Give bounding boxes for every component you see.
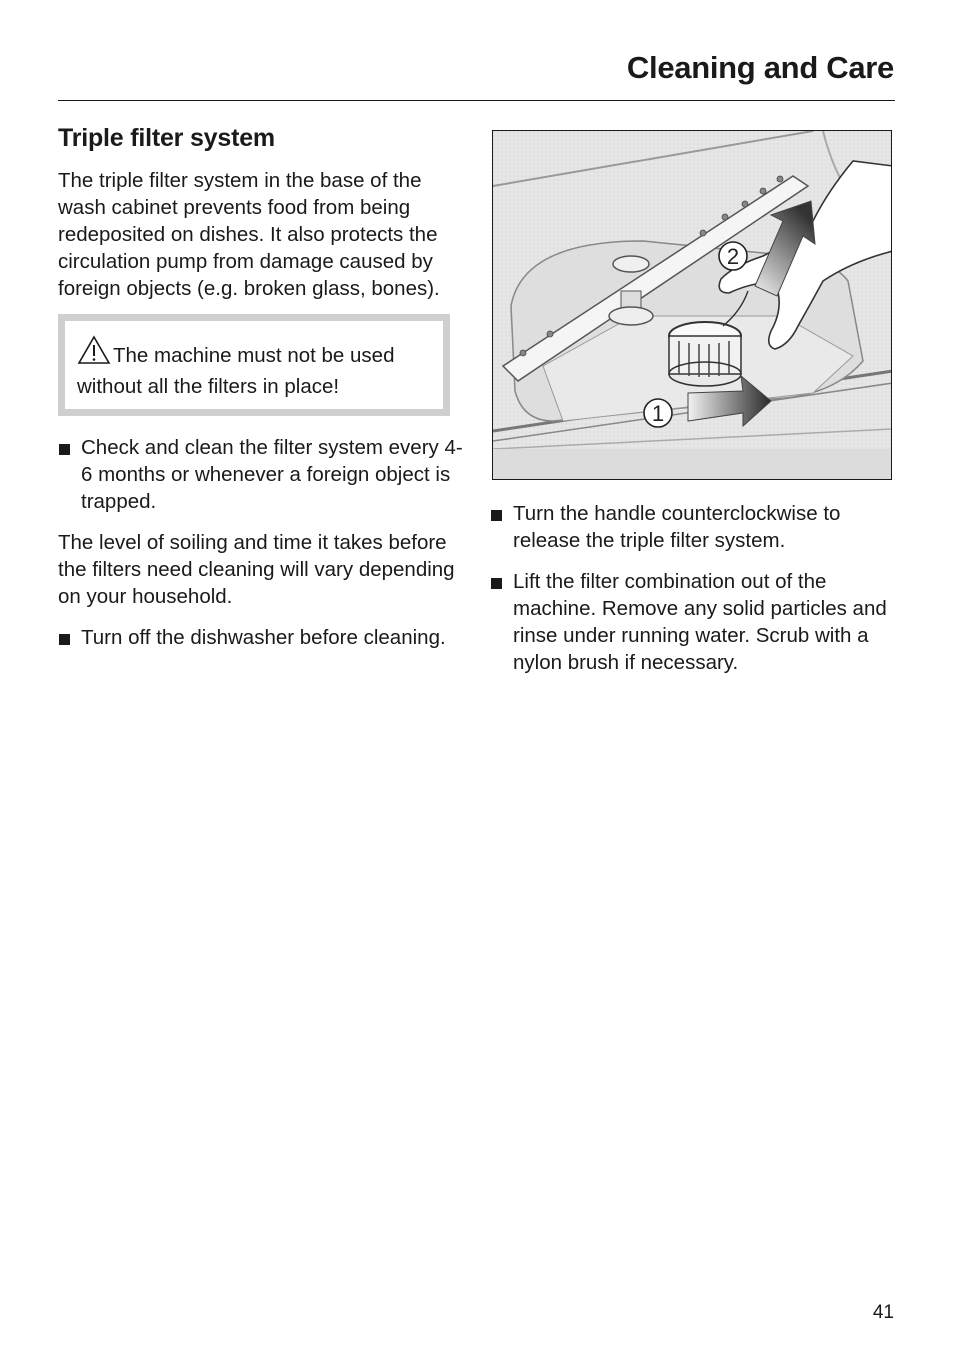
header-divider bbox=[58, 100, 895, 101]
bullet-lift-filter bbox=[490, 568, 900, 676]
bullet-text: Turn the handle counterclockwise to release the triple filter system. bbox=[513, 502, 841, 552]
bullet-square-icon bbox=[59, 634, 70, 645]
bullet-text: Check and clean the filter system every 4-6 months or whenever a foreign object is trapped. bbox=[81, 436, 463, 513]
bullet-square-icon bbox=[491, 578, 502, 589]
intro-paragraph: The triple filter system in the base of the wash cabinet prevents food from being redeposited on dishes. It also protects the circulation pump from damage caused by foreign objects (e.g. broken glass, bones). bbox=[58, 169, 440, 300]
right-column bbox=[490, 500, 900, 676]
page-header-title: Cleaning and Care bbox=[626, 50, 894, 85]
soiling-paragraph: The level of soiling and time it takes before the filters need cleaning will vary depending on your household. bbox=[58, 531, 455, 608]
warning-text: The machine must not be used without all the filters in place! bbox=[77, 344, 395, 398]
filter-removal-illustration bbox=[492, 130, 892, 480]
section-heading: Triple filter system bbox=[58, 124, 275, 152]
bullet-square-icon bbox=[491, 510, 502, 521]
page-number: 41 bbox=[872, 1302, 894, 1323]
step-1-label: 1 bbox=[651, 401, 665, 426]
bullet-turn-handle bbox=[490, 500, 900, 554]
bullet-turn-off bbox=[58, 624, 466, 651]
warning-box bbox=[58, 314, 450, 416]
step-2-label: 2 bbox=[726, 244, 740, 269]
bullet-check-filter bbox=[58, 434, 466, 515]
left-column bbox=[58, 124, 466, 651]
warning-triangle-icon bbox=[77, 335, 111, 373]
bullet-text: Turn off the dishwasher before cleaning. bbox=[81, 626, 446, 649]
bullet-text: Lift the filter combination out of the machine. Remove any solid particles and rinse under running water. Scrub with a nylon brush if necessary. bbox=[513, 570, 887, 674]
bullet-square-icon bbox=[59, 444, 70, 455]
